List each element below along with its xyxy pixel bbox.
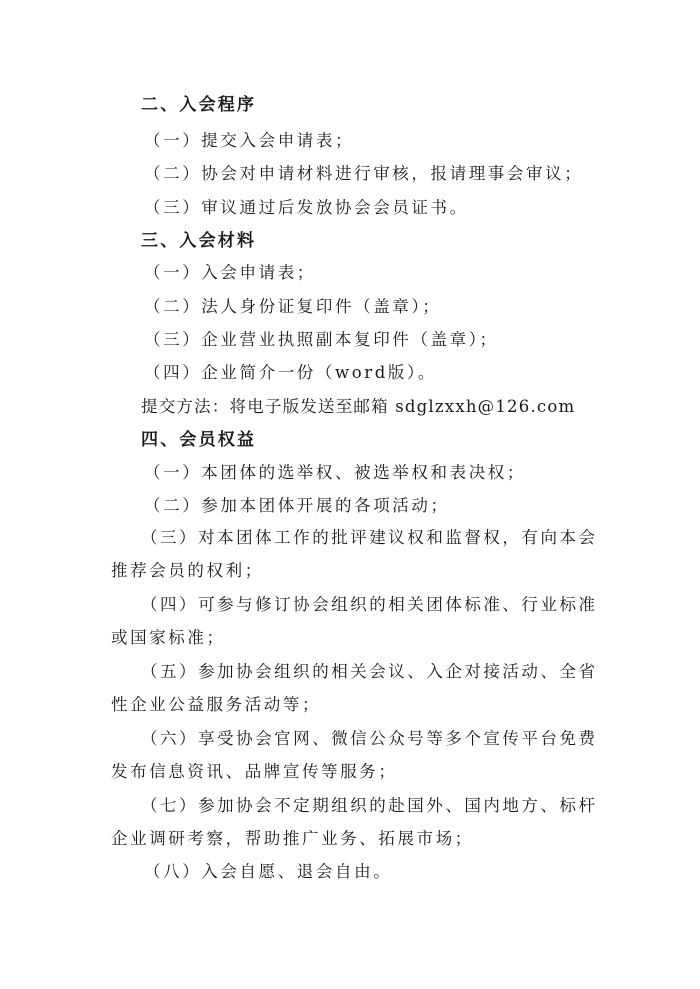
submit-method-label: 提交方法： <box>141 397 230 416</box>
rights-item-1: （一）本团体的选举权、被选举权和表决权； <box>144 463 526 482</box>
section-title-materials: 三、入会材料 <box>141 231 257 251</box>
materials-item-4: （四）企业简介一份（word版）。 <box>144 363 437 382</box>
rights-item-3: （三）对本团体工作的批评建议权和监督权，有向本会 <box>141 528 595 547</box>
rights-item-5: （五）参加协会组织的相关会议、入企对接活动、全省 <box>141 662 595 681</box>
procedure-item-1: （一）提交入会申请表； <box>144 131 355 150</box>
rights-item-8: （八）入会自愿、退会自由。 <box>144 862 393 881</box>
section-title-rights: 四、会员权益 <box>141 430 257 450</box>
rights-item-3-cont: 推荐会员的权利； <box>111 561 264 580</box>
materials-item-1: （一）入会申请表； <box>144 263 316 282</box>
submit-method-text: 将电子版发送至邮箱 sdglzxxh@126.com <box>229 397 576 416</box>
submit-method <box>141 396 575 418</box>
rights-item-4: （四）可参与修订协会组织的相关团体标准、行业标准 <box>141 595 595 614</box>
section-title-procedure: 二、入会程序 <box>141 95 257 115</box>
rights-item-4-cont: 或国家标准； <box>111 628 226 647</box>
materials-item-3: （三）企业营业执照副本复印件（盖章）； <box>144 330 499 349</box>
rights-item-7-cont: 企业调研考察，帮助推广业务、拓展市场； <box>111 829 474 848</box>
rights-item-6-cont: 发布信息资讯、品牌宣传等服务； <box>111 762 398 781</box>
procedure-item-2: （二）协会对申请材料进行审核，报请理事会审议； <box>144 164 584 183</box>
rights-item-2: （二）参加本团体开展的各项活动； <box>144 496 450 515</box>
materials-item-2: （二）法人身份证复印件（盖章）； <box>144 297 442 316</box>
rights-item-7: （七）参加协会不定期组织的赴国外、国内地方、标杆 <box>141 796 595 815</box>
rights-item-5-cont: 性企业公益服务活动等； <box>111 695 322 714</box>
procedure-item-3: （三）审议通过后发放协会会员证书。 <box>144 198 469 217</box>
rights-item-6: （六）享受协会官网、微信公众号等多个宣传平台免费 <box>141 729 595 748</box>
